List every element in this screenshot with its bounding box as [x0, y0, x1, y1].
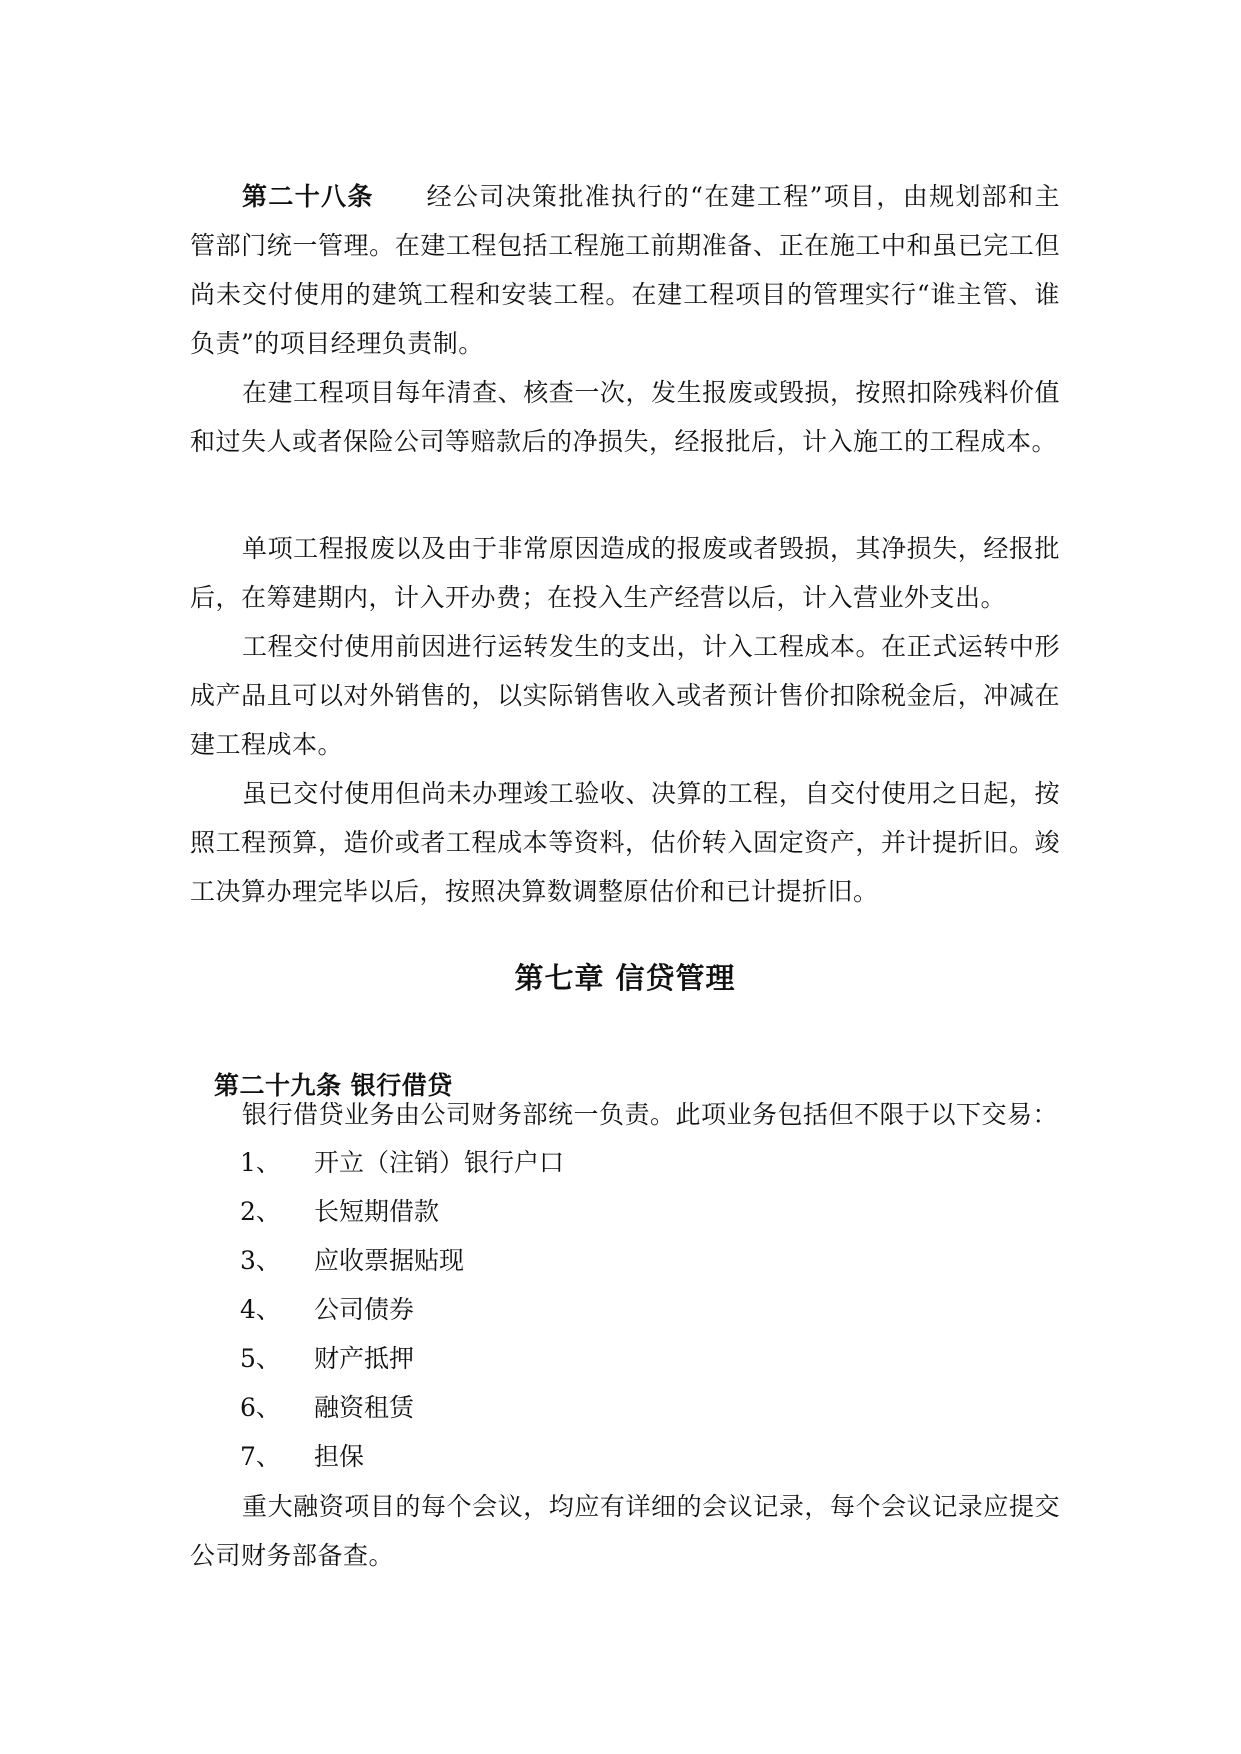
list-item-label: 长短期借款	[314, 1197, 440, 1226]
chapter-title: 第七章 信贷管理	[514, 961, 736, 995]
list-item-label: 担保	[314, 1442, 365, 1471]
list-item-label: 公司债券	[314, 1295, 415, 1324]
list-item	[240, 1138, 564, 1187]
article-29-heading: 第二十九条 银行借贷	[214, 1071, 453, 1100]
list-item-number: 6、	[240, 1393, 281, 1422]
list-item	[240, 1236, 564, 1285]
article-29-intro: 银行借贷业务由公司财务部统一负责。此项业务包括但不限于以下交易：	[242, 1100, 1059, 1129]
list-item-number: 2、	[240, 1197, 281, 1226]
article-28-paragraph-2: 在建工程项目每年清查、核查一次，发生报废或毁损，按照扣除残料价值和过失人或者保险公司等赔款后的净损失，经报批后，计入施工的工程成本。	[190, 378, 1060, 456]
list-item	[240, 1187, 564, 1236]
article-29-closing: 重大融资项目的每个会议，均应有详细的会议记录，每个会议记录应提交公司财务部备查。	[190, 1492, 1060, 1570]
list-item	[240, 1334, 564, 1383]
article-28-text: 经公司决策批准执行的“在建工程”项目，由规划部和主管部门统一管理。在建工程包括工程施工前期准备、正在施工中和虽已完工但尚未交付使用的建筑工程和安装工程。在建工程项目的管理实行“谁主管、谁负责”的项目经理负责制。	[190, 182, 1060, 358]
list-item-label: 应收票据贴现	[314, 1246, 465, 1275]
list-item	[240, 1285, 564, 1334]
article-28-heading: 第二十八条	[242, 182, 374, 211]
article-28-paragraph-3: 单项工程报废以及由于非常原因造成的报废或者毁损，其净损失，经报批后，在筹建期内，计入开办费；在投入生产经营以后，计入营业外支出。	[190, 534, 1060, 612]
list-item	[240, 1383, 564, 1432]
list-item-number: 5、	[240, 1344, 281, 1373]
list-item-label: 财产抵押	[314, 1344, 415, 1373]
article-28-paragraph-5: 虽已交付使用但尚未办理竣工验收、决算的工程，自交付使用之日起，按照工程预算，造价或者工程成本等资料，估价转入固定资产，并计提折旧。竣工决算办理完毕以后，按照决算数调整原估价和已计提折旧。	[190, 779, 1060, 906]
list-item-number: 4、	[240, 1295, 281, 1324]
list-item-number: 7、	[240, 1442, 281, 1471]
article-28-paragraph	[190, 172, 1060, 368]
credit-business-list	[240, 1138, 564, 1481]
list-item-number: 1、	[240, 1148, 281, 1177]
list-item-label: 融资租赁	[314, 1393, 415, 1422]
list-item-number: 3、	[240, 1246, 281, 1275]
article-28-paragraph-4: 工程交付使用前因进行运转发生的支出，计入工程成本。在正式运转中形成产品且可以对外销售的，以实际销售收入或者预计售价扣除税金后，冲减在建工程成本。	[190, 632, 1060, 759]
list-item	[240, 1432, 564, 1481]
list-item-label: 开立（注销）银行户口	[314, 1148, 565, 1177]
